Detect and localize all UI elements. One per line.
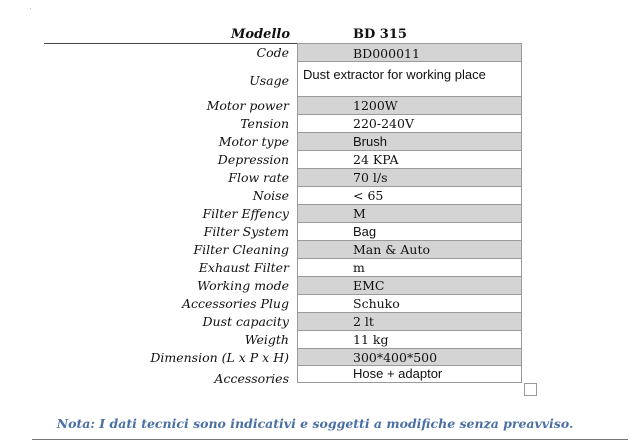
spec-value: M xyxy=(353,206,366,221)
spec-value-cell xyxy=(297,169,522,187)
spec-label: Dimension (L x P x H) xyxy=(150,350,289,365)
spec-value-cell xyxy=(297,313,522,331)
spec-value-cell xyxy=(297,241,522,259)
spec-value: Man & Auto xyxy=(353,242,431,257)
spec-label: Accessories Plug xyxy=(181,296,289,311)
spec-value: 11 kg xyxy=(353,332,389,347)
spec-label: Filter Effency xyxy=(202,206,289,221)
spec-value: < 65 xyxy=(353,188,384,203)
spec-value: 24 KPA xyxy=(353,152,399,167)
spec-value: Bag xyxy=(353,224,377,239)
spec-label: Tension xyxy=(240,116,289,131)
spec-value-cell xyxy=(297,133,522,151)
spec-value: EMC xyxy=(353,278,385,293)
spec-value: 1200W xyxy=(353,98,398,113)
spec-value-cell xyxy=(297,187,522,205)
model-value: BD 315 xyxy=(353,27,407,42)
spec-value: 70 l/s xyxy=(353,170,388,185)
spec-label: Filter Cleaning xyxy=(193,242,289,257)
spec-value-cell xyxy=(297,223,522,241)
spec-value-cell xyxy=(297,349,522,366)
spec-label: Flow rate xyxy=(228,170,289,185)
spec-label: Usage xyxy=(249,73,289,88)
model-label: Modello xyxy=(231,27,290,42)
spec-label: Code xyxy=(256,45,289,60)
spec-value: BD000011 xyxy=(353,46,420,61)
spec-value-cell xyxy=(297,43,522,62)
spec-label: Working mode xyxy=(197,278,289,293)
spec-value: Dust extractor for working place xyxy=(303,67,486,82)
spec-value-cell xyxy=(297,205,522,223)
footer-rule xyxy=(32,439,628,440)
spec-value-cell xyxy=(297,62,522,97)
spec-value: m xyxy=(353,260,365,275)
spec-label: Dust capacity xyxy=(202,314,289,329)
spec-label: Filter System xyxy=(203,224,289,239)
disclaimer-note: Nota: I dati tecnici sono indicativi e soggetti a modifiche senza preavviso. xyxy=(56,416,574,431)
spec-value: 2 lt xyxy=(353,314,374,329)
spec-value-cell xyxy=(297,151,522,169)
spec-value-cell xyxy=(297,366,522,383)
spec-value: 220-240V xyxy=(353,116,414,131)
spec-value-cell xyxy=(297,277,522,295)
spec-value: Brush xyxy=(353,134,387,149)
spec-label: Weigth xyxy=(244,332,289,347)
spec-label: Motor power xyxy=(206,98,289,113)
spec-value: 300*400*500 xyxy=(353,350,438,365)
spec-label: Noise xyxy=(252,188,289,203)
spec-value-cell xyxy=(297,259,522,277)
spec-value: Schuko xyxy=(353,296,400,311)
spec-value-cell xyxy=(297,331,522,349)
spec-label: Depression xyxy=(217,152,289,167)
spec-value-cell xyxy=(297,295,522,313)
spec-label: Exhaust Filter xyxy=(198,260,289,275)
spec-label: Motor type xyxy=(218,134,289,149)
spec-value: Hose + adaptor xyxy=(353,366,443,381)
spec-value-cell xyxy=(297,97,522,115)
checkbox[interactable] xyxy=(524,383,537,396)
spec-label: Accessories xyxy=(214,371,289,386)
spec-value-cell xyxy=(297,115,522,133)
